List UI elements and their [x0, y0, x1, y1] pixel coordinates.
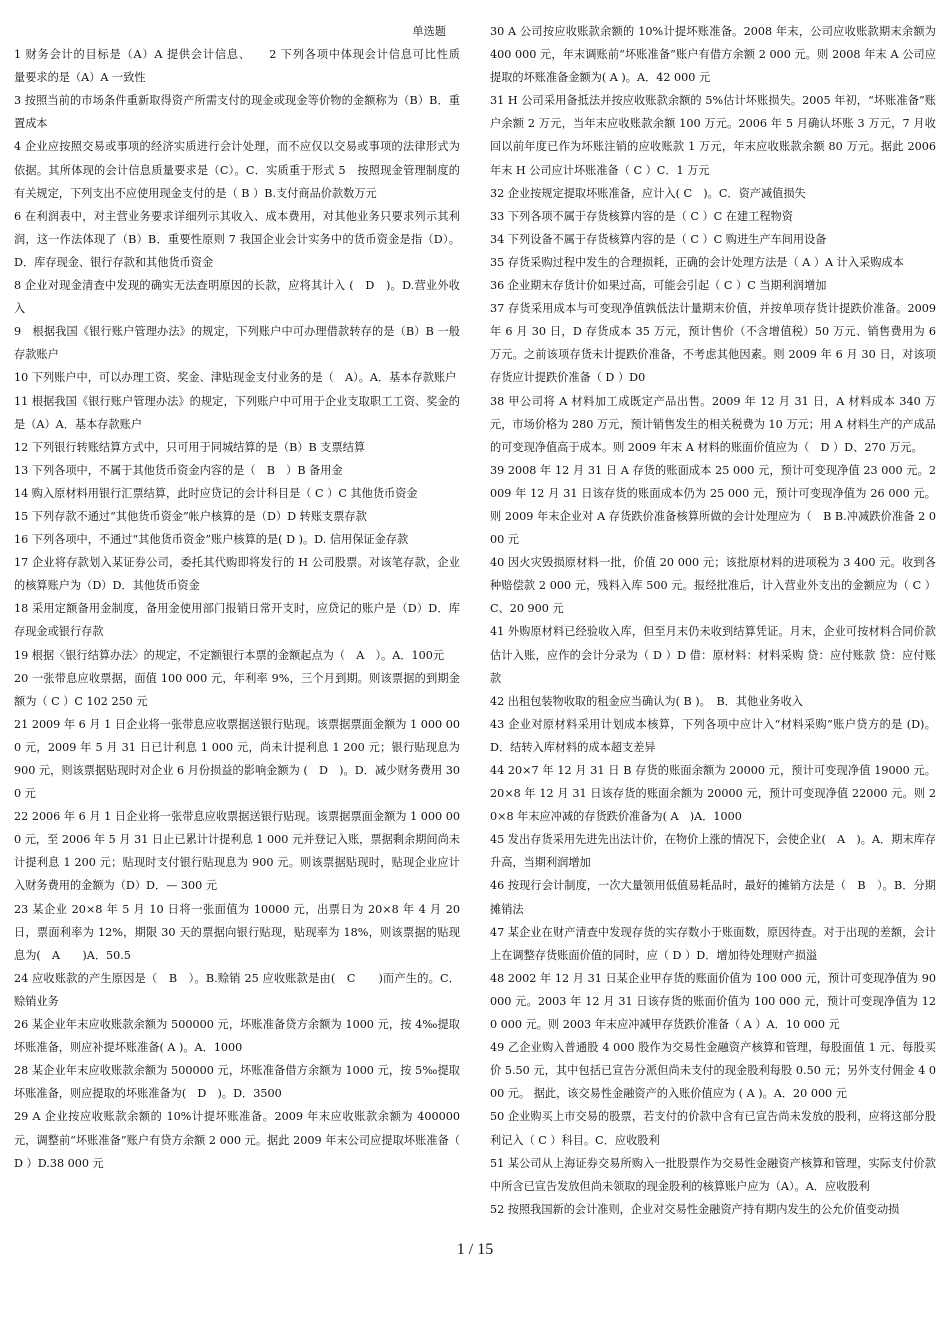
question-item: 43 企业对原材料采用计划成本核算，下列各项中应计入“材料采购”账户贷方的是 (D)。D．结转入库材料的成本超支差异	[490, 717, 936, 754]
left-column	[14, 20, 483, 1175]
question-item: 13 下列各项中，不属于其他货币资金内容的是（ B ）B 备用金	[14, 463, 343, 477]
question-item: 3 按照当前的市场条件重新取得资产所需支付的现金或现金等价物的金额称为（B）B．重置成本	[14, 94, 460, 131]
question-item: 41 外购原材料已经验收入库，但至月末仍未收到结算凭证。月末，企业可按材料合同价款估计入账，应作的会计分录为（ D ）D 借：原材料：材料采购 贷：应付账款 贷：应付账款	[490, 625, 936, 685]
section-heading: 单选题	[412, 25, 446, 38]
question-item: 17 企业将存款划入某证券公司，委托其代购即将发行的 H 公司股票。对该笔存款，企业的核算账户为（D）D．其他货币资金	[14, 556, 460, 593]
question-item: 12 下列银行转账结算方式中，只可用于同城结算的是（B）B 支票结算	[14, 440, 366, 454]
question-item: 19 根据〈银行结算办法〉的规定，不定额银行本票的金额起点为（ A ）。A．100元	[14, 648, 445, 662]
question-item: 22 2006 年 6 月 1 日企业将一张带息应收票据送银行贴现。该票据票面金额为 1 000 000 元，至 2006 年 5 月 31 日止已累计计提利息 1 000 元并登记入账，票据剩余期间尚未计提利息 1 200 元；贴现时支付银行贴现息为 900 元。则该票据贴现时，贴现企业应计入财务费用的金额为（D）D．— 300 元	[14, 810, 460, 893]
question-item: 23 某企业 20×8 年 5 月 10 日将一张面值为 10000 元，出票日为 20×8 年 4 月 20 日，票面利率为 12%，期限 30 天的票据向银行贴现，贴现率为 18%，则该票据的贴现息为( A )A．50.5	[14, 902, 460, 962]
question-item: 11 根据我国《银行账户管理办法》的规定，下列账户中可用于企业支取职工工资、奖金的是（A）A．基本存款账户	[14, 394, 460, 431]
question-item: 50 企业购买上市交易的股票，若支付的价款中含有已宣告尚未发放的股利，应将这部分股利记入（ C ）科目。C．应收股利	[490, 1110, 936, 1147]
question-item: 39 2008 年 12 月 31 日 A 存货的账面成本 25 000 元，预计可变现净值 23 000 元。2009 年 12 月 31 日该存货的账面成本仍为 25 000 元，预计可变现净值为 26 000 元。则 2009 年末企业对 A 存货跌价准备核算所做的会计处理应为（ B B.冲减跌价准备 2 000 元	[490, 463, 936, 547]
question-item: 20 一张带息应收票据，面值 100 000 元，年利率 9%，三个月到期。则该票据的到期金额为（ C ）C 102 250 元	[14, 671, 460, 708]
question-item: 31 H 公司采用备抵法并按应收账款余额的 5%估计坏账损失。2005 年初，“坏账准备”账户余额 2 万元，当年末应收账款余额 100 万元。2006 年 5 月确认坏账 3 万元，7 月收回以前年度已作为坏账注销的应收账款 1 万元，年末应收账款余额 80 万元。据此 2006 年末 H 公司应计坏账准备（ C ）C．1 万元	[490, 94, 936, 177]
question-item: 46 按现行会计制度，一次大量领用低值易耗品时，最好的摊销方法是（ B ）。B．分期摊销法	[490, 879, 936, 916]
question-item: 35 存货采购过程中发生的合理损耗，正确的会计处理方法是（ A ）A 计入采购成本	[490, 255, 904, 269]
question-item: 6 在利润表中，对主营业务要求详细列示其收入、成本费用，对其他业务只要求列示其利润，这一作法体现了（B）B．重要性原则 7 我国企业会计实务中的货币资金是指（D）。D．库存现金、银行存款和其他货币资金	[14, 209, 460, 269]
question-item: 52 按照我国新的会计准则，企业对交易性金融资产持有期内发生的公允价值变动损	[490, 1202, 900, 1216]
question-item: 49 乙企业购入普通股 4 000 股作为交易性金融资产核算和管理，每股面值 1 元、每股买价 5.50 元，其中包括已宣告分派但尚未支付的现金股利每股 0.50 元；另外支付佣金 4 000 元。 据此，该交易性金融资产的入账价值应为 ( A )。A．20 000 元	[490, 1041, 936, 1101]
question-item: 15 下列存款不通过“其他货币资金”帐户核算的是（D）D 转账支票存款	[14, 509, 367, 523]
question-item: 10 下列账户中，可以办理工资、奖金、津贴现金支付业务的是（ A）。A．基本存款账户	[14, 371, 457, 385]
question-item: 47 某企业在财产清查中发现存货的实存数小于账面数，原因待查。对于出现的差额，会计上在调整存货账面价值的同时，应（ D ）D．增加待处理财产损溢	[490, 925, 936, 962]
question-item: 42 出租包装物收取的租金应当确认为( B )。 B．其他业务收入	[490, 694, 803, 708]
question-item: 33 下列各项不属于存货核算内容的是（ C ）C 在建工程物资	[490, 209, 793, 223]
question-item: 18 采用定额备用金制度，备用金使用部门报销日常开支时，应贷记的账户是（D）D．库存现金或银行存款	[14, 602, 460, 639]
question-item: 38 甲公司将 A 材料加工成既定产品出售。2009 年 12 月 31 日，A 材料成本 340 万元，市场价格为 280 万元，预计销售发生的相关税费为 10 万元；用 A 材料生产的产成品的可变现净值高于成本。则 2009 年末 A 材料的账面价值应为（ D ）D、270 万元。	[490, 394, 936, 454]
question-item: 34 下列设备不属于存货核算内容的是（ C ）C 购进生产车间用设备	[490, 232, 827, 246]
question-item: 14 购入原材料用银行汇票结算，此时应贷记的会计科目是（ C ）C 其他货币资金	[14, 486, 418, 500]
question-item: 51 某公司从上海证券交易所购入一批股票作为交易性金融资产核算和管理，实际支付价款中所含已宣告发放但尚未领取的现金股利的核算账户应为（A）。A．应收股利	[490, 1156, 936, 1193]
question-item: 21 2009 年 6 月 1 日企业将一张带息应收票据送银行贴现。该票据票面金额为 1 000 000 元，2009 年 5 月 31 日已计利息 1 000 元，尚未计提利息 1 200 元；银行贴现息为 900 元，则该票据贴现时对企业 6 月份损益的影响金额为 ( D )。D．减少财务费用 300 元	[14, 717, 460, 801]
question-item: 28 某企业年末应收账款余额为 500000 元，坏账准备借方余额为 1000 元，按 5‰提取坏账准备，则应提取的坏账准备为( D )。D．3500	[14, 1064, 460, 1101]
question-item: 32 企业按规定提取坏账准备，应计入( C )。C．资产减值损失	[490, 186, 806, 200]
question-item: 37 存货采用成本与可变现净值孰低法计量期末价值，并按单项存货计提跌价准备。2009 年 6 月 30 日，D 存货成本 35 万元，预计售价（不含增值税）50 万元、销售费用为 6 万元。之前该项存货未计提跌价准备，不考虑其他因素。则 2009 年 6 月 30 日，对该项存货应计提跌价准备（ D ）D0	[490, 302, 936, 385]
right-column	[490, 20, 936, 1221]
question-item: 4 企业应按照交易或事项的经济实质进行会计处理，而不应仅以交易或事项的法律形式为依据。其所体现的会计信息质量要求是（C）。C．实质重于形式 5 按照现金管理制度的有关规定，下列支出不应使用现金支付的是（ B ）B.支付商品价款数万元	[14, 140, 460, 200]
question-item: 8 企业对现金清查中发现的确实无法查明原因的长款，应将其计入 ( D )。D.营业外收入	[14, 279, 460, 316]
question-item: 26 某企业年末应收账款余额为 500000 元，坏账准备贷方余额为 1000 元，按 4‰提取坏账准备，则应补提坏账准备( A )。A．1000	[14, 1018, 460, 1055]
question-item: 29 A 企业按应收账款余额的 10%计提坏账准备。2009 年末应收账款余额为 400000 元，调整前“坏账准备”账户有贷方余额 2 000 元。据此 2009 年末公司应提取坏账准备（ D ）D.38 000 元	[14, 1110, 472, 1170]
question-item: 30 A 公司按应收账款余额的 10%计提坏账准备。2008 年末，公司应收账款期末余额为 400 000 元，年末调账前“坏账准备”账户有借方余额 2 000 元。则 2008 年末 A 公司应提取的坏账准备金额为( A )。A．42 000 元	[490, 25, 936, 85]
question-item: 24 应收账款的产生原因是（ B ）。B.赊销 25 应收账款是由( C )而产生的。C．赊销业务	[14, 971, 460, 1008]
question-item: 40 因火灾毁损原材料一批，价值 20 000 元；该批原材料的进项税为 3 400 元。收到各种赔偿款 2 000 元，残料入库 500 元。报经批准后，计入营业外支出的金额应为（ C ）C、20 900 元	[490, 556, 936, 616]
question-item: 45 发出存货采用先进先出法计价，在物价上涨的情况下，会使企业( A )。A．期末库存升高，当期利润增加	[490, 833, 936, 870]
question-item: 1 财务会计的目标是（A）A 提供会计信息、 2 下列各项中体现会计信息可比性质 量要求的是（A）A 一致性	[14, 48, 483, 85]
question-item: 44 20×7 年 12 月 31 日 B 存货的账面余额为 20000 元，预计可变现净值 19000 元。20×8 年 12 月 31 日该存货的账面余额为 20000 元，预计可变现净值 22000 元。则 20×8 年末应冲减的存货跌价准备为( A )A．1000	[490, 764, 936, 824]
question-item: 9 根据我国《银行账户管理办法》的规定，下列账户中可办理借款转存的是（B）B 一般存款账户	[14, 325, 460, 362]
page-number: 1 / 15	[456, 1241, 494, 1258]
question-item: 16 下列各项中，不通过“其他货币资金”账户核算的是( D )。D. 信用保证金存款	[14, 533, 409, 547]
question-item: 48 2002 年 12 月 31 日某企业甲存货的账面价值为 100 000 元，预计可变现净值为 90 000 元。2003 年 12 月 31 日该存货的账面价值为 100 000 元，预计可变现净值为 120 000 元。则 2003 年末应冲减甲存货跌价准备（ A ）A．10 000 元	[490, 971, 936, 1032]
question-item: 36 企业期末存货计价如果过高，可能会引起（ C ）C 当期利润增加	[490, 279, 827, 293]
